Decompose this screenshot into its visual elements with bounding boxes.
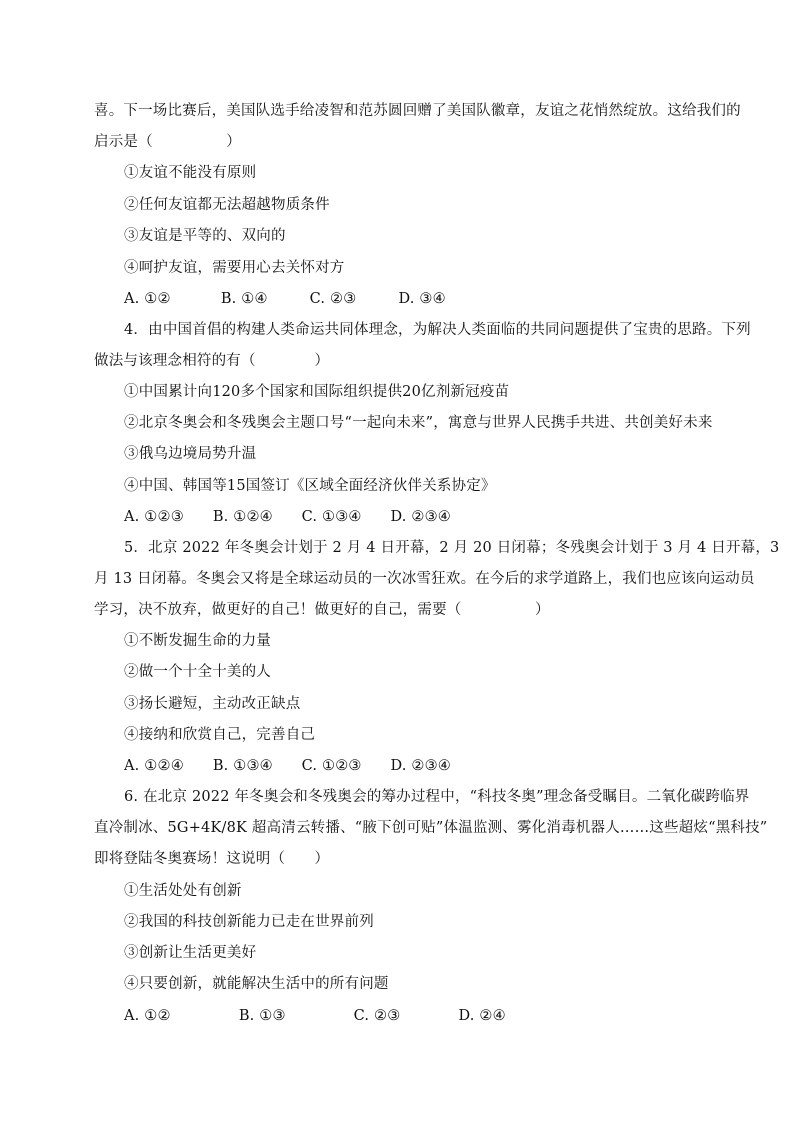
q3-choices (124, 289, 446, 309)
q4-option-4: ④中国、韩国等15国签订《区域全面经济伙伴关系协定》 (124, 478, 496, 494)
q4-stem-line1: 4．由中国首倡的构建人类命运共同体理念，为解决人类面临的共同问题提供了宝贵的思路。下列 (124, 322, 751, 338)
q3-stem-line2: 启示是（ ） (94, 134, 241, 150)
q4-option-1: ①中国累计向120多个国家和国际组织提供20亿剂新冠疫苗 (124, 384, 510, 400)
q5-option-3: ③扬长避短，主动改正缺点 (124, 696, 301, 712)
q6-choices (124, 1006, 506, 1026)
q6-option-1: ①生活处处有创新 (124, 883, 242, 899)
q5-choice-b: B. ①③④ (212, 758, 273, 774)
q4-choices (124, 507, 451, 527)
q6-choice-b: B. ①③ (238, 1008, 286, 1024)
q3-stem-line1: 喜。下一场比赛后，美国队选手给凌智和范苏圆回赠了美国队徽章，友谊之花悄然绽放。这给我们的 (94, 103, 741, 119)
q5-choice-c: C. ①②③ (301, 758, 362, 774)
q6-choice-a: A. ①② (124, 1008, 171, 1024)
q6-option-4: ④只要创新，就能解决生活中的所有问题 (124, 976, 389, 992)
q4-option-2: ②北京冬奥会和冬残奥会主题口号“一起向未来”，寓意与世界人民携手共进、共创美好未来 (124, 415, 713, 431)
q5-choice-d: D. ②③④ (390, 758, 451, 774)
q6-option-2: ②我国的科技创新能力已走在世界前列 (124, 914, 374, 930)
q6-stem-line2: 直冷制冰、5G+4K/8K 超高清云转播、“腋下创可贴”体温监测、雾化消毒机器人……这些超炫“黑科技” (94, 820, 768, 836)
q3-choice-a: A. ①② (124, 291, 171, 307)
q4-choice-d: D. ②③④ (390, 509, 451, 525)
q4-choice-c: C. ①③④ (301, 509, 362, 525)
q4-choice-b: B. ①②④ (212, 509, 273, 525)
q5-stem-line3: 学习，决不放弃，做更好的自己！做更好的自己，需要（ ） (94, 602, 550, 618)
q5-option-1: ①不断发掘生命的力量 (124, 633, 271, 649)
q5-option-2: ②做一个十全十美的人 (124, 664, 271, 680)
q5-choice-a: A. ①②④ (124, 758, 184, 774)
q5-stem-line2: 月 13 日闭幕。冬奥会又将是全球运动员的一次冰雪狂欢。在今后的求学道路上，我们也应该向运动员 (94, 571, 755, 587)
q4-option-3: ③俄乌边境局势升温 (124, 446, 257, 462)
q6-choice-c: C. ②③ (353, 1008, 401, 1024)
q3-option-1: ①友谊不能没有原则 (124, 165, 257, 181)
q5-choices (124, 756, 451, 776)
q6-choice-d: D. ②④ (458, 1008, 506, 1024)
q3-choice-d: D. ③④ (398, 291, 446, 307)
q6-option-3: ③创新让生活更美好 (124, 945, 257, 961)
q4-choice-a: A. ①②③ (124, 509, 184, 525)
q6-stem-line3: 即将登陆冬奥赛场！这说明（ ） (94, 851, 330, 867)
q5-option-4: ④接纳和欣赏自己，完善自己 (124, 727, 316, 743)
q5-stem-line1: 5．北京 2022 年冬奥会计划于 2 月 4 日开幕，2 月 20 日闭幕；冬残奥会计划于 3 月 4 日开幕，3 (124, 540, 780, 556)
q3-option-2: ②任何友谊都无法超越物质条件 (124, 197, 330, 213)
q3-choice-c: C. ②③ (309, 291, 357, 307)
q6-stem-line1: 6. 在北京 2022 年冬奥会和冬残奥会的筹办过程中，“科技冬奥”理念备受瞩目。二氧化碳跨临界 (124, 789, 750, 805)
q4-stem-line2: 做法与该理念相符的有（ ） (94, 353, 330, 369)
q3-choice-b: B. ①④ (220, 291, 268, 307)
q3-option-4: ④呵护友谊，需要用心去关怀对方 (124, 260, 345, 276)
q3-option-3: ③友谊是平等的、双向的 (124, 228, 286, 244)
